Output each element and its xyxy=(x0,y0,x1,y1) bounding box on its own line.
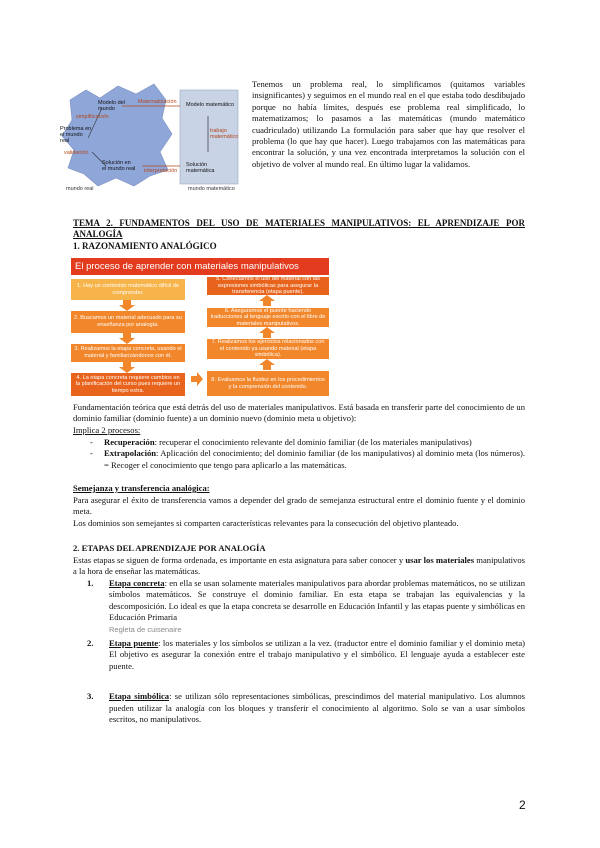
semejanza-title: Semejanza y transferencia analógica: xyxy=(73,483,210,493)
etapas-intro xyxy=(73,555,525,578)
process-term: Recuperación xyxy=(104,437,155,447)
label-math-world: mundo matemático xyxy=(188,186,235,192)
process-desc: : recuperar el conocimiento relevante del dominio familiar (de los materiales manipulativos) xyxy=(154,437,472,447)
node-real-problem: Problema en el mundo real xyxy=(60,126,92,145)
etapa-note: Regleta de cuisenaire xyxy=(109,624,182,634)
page-number: 2 xyxy=(519,798,526,812)
fundamentacion-paragraph: Fundamentación teórica que está detrás del uso de materiales manipulativos. Está basada en transferir parte del conocimiento de un dominio familiar (dominio fuente) a un dominio nuevo (dominio meta u objetivo): xyxy=(73,402,525,424)
label-simplify: simplificación xyxy=(76,114,109,120)
process-step-6: 6. Aseguramos el puente haciendo traducciones al lenguaje escrito con el libre de materiales manipulativos. xyxy=(207,308,329,327)
etapa-item xyxy=(73,638,525,672)
label-math-work: trabajo matemático xyxy=(210,128,239,141)
etapa-item xyxy=(73,578,525,635)
label-mathematize: Matematización xyxy=(138,99,177,105)
etapas-intro-bold: usar los materiales xyxy=(405,555,475,565)
label-real-world: mundo real xyxy=(66,186,94,192)
process-step-5: 5. Conectamos el uso del material con las expresiones simbólicas para asegurar la transferencia (etapa puente). xyxy=(207,277,329,295)
label-validate: validación xyxy=(64,150,89,156)
section2-title: 2. ETAPAS DEL APRENDIZAJE POR ANALOGÍA xyxy=(73,543,266,553)
semejanza-paragraph-1: Para asegurar el éxito de transferencia vamos a depender del grado de semejanza estructural entre el dominio fuente y el dominio meta. xyxy=(73,495,525,517)
process-step-7: 7. Realizamos los ejercicios relacionados con el contenido ya usando material (etapa simbólica). xyxy=(207,339,329,359)
etapa-desc: : se utilizan sólo representaciones simbólicas, prescindimos del material manipulativo. Los alumnos pueden utilizar la analogía con los bloques y transferir el conocimiento al algoritmo. Solo se van a usar símbolos escritos, no manipulativos. xyxy=(109,691,526,725)
process-list-item xyxy=(86,448,525,471)
etapa-term: Etapa puente xyxy=(109,638,159,649)
modeling-cycle-diagram xyxy=(58,78,248,193)
process-step-1: 1. Hay un contenido matemático difícil de comprender. xyxy=(71,279,185,300)
process-desc: : Aplicación del conocimiento; del dominio familiar (de los manipulativos) al dominio meta (los números). = Recoger el conocimiento que tengo para aplicarlo a las matemáticas. xyxy=(104,448,525,470)
section1-title: 1. RAZONAMIENTO ANALÓGICO xyxy=(73,241,217,251)
process-term: Extrapolación xyxy=(104,448,157,459)
etapa-number: 1. xyxy=(87,578,94,588)
etapas-list xyxy=(73,578,525,725)
semejanza-paragraph-2: Los dominios son semejantes si comparten características relevantes para la consecución del objetivo planteado. xyxy=(73,518,459,528)
etapa-desc: : en ella se usan solamente materiales manipulativos para abordar problemas matemáticos, no se utilizan símbolos matemáticos. Se construye el dominio familiar. En esta etapa se trabajan las equivalencias y la descomposición. Lo ideal es que la etapa concreta se desarrolle en Educación Infantil y las etapas puente y simbólicas en Educación Primaria xyxy=(109,578,525,623)
etapa-desc: : los materiales y los símbolos se utilizan a la vez. (traductor entre el dominio familiar y el dominio meta) El objetivo es asegurar la conexión entre el trabajo manipulativo y el simbólico. El lenguaje ayuda a establecer este puente. xyxy=(109,638,525,671)
node-math-model: Modelo matemático xyxy=(186,102,234,108)
process-title: El proceso de aprender con materiales manipulativos xyxy=(75,261,299,272)
etapas-intro-part2: manipulativos a la hora de enseñar las matemáticas. xyxy=(73,555,525,577)
process-diagram xyxy=(71,258,329,398)
etapa-term: Etapa simbólica xyxy=(109,691,170,702)
node-real-model: Modelo del mundo xyxy=(98,100,125,113)
label-interpret: interpretación xyxy=(144,168,178,174)
etapa-item xyxy=(73,691,525,725)
etapas-intro-part1: Estas etapas se siguen de forma ordenada, es importante en esta asignatura para saber conocer y xyxy=(73,555,404,565)
implica-label: Implica 2 procesos: xyxy=(73,425,141,435)
etapa-number: 2. xyxy=(87,638,94,649)
process-step-4: 4. La etapa concreta requiere cambios en la planificación del curso pues requiere un tiempo extra. xyxy=(71,373,185,396)
process-step-3: 3. Realizamos la etapa concreta, usando el material y familiarizándonos con él. xyxy=(71,344,185,362)
node-real-solution: Solución en el mundo real xyxy=(102,160,136,173)
process-step-2: 2. Buscamos un material adecuado para su enseñanza por analogía. xyxy=(71,311,185,333)
etapa-term: Etapa concreta xyxy=(109,578,165,588)
etapa-number: 3. xyxy=(87,691,94,702)
node-math-solution: Solución matemática xyxy=(186,162,215,175)
tema-title: TEMA 2. FUNDAMENTOS DEL USO DE MATERIALES MANIPULATIVOS: EL APRENDIZAJE POR ANALOGÍA xyxy=(73,218,525,239)
intro-paragraph: Tenemos un problema real, lo simplificamos (quitamos variables insignificantes) y seguimos en el mundo real en el que estaba todo desdibujado porque no había límites, después ese problema real simplificado, lo matematizamos; lo pasamos a las matemáticas (mundo matemático cuadriculado) utilizando La formulación para saber que hay que resolver el problema (lo que hay que hacer). Luego trabajamos con las matemáticas para encontrar la solución, y una vez encontrada interpretamos la solución con el objetivo de volver al mundo real. En último lugar la validamos. xyxy=(252,79,525,169)
process-list-item xyxy=(86,437,525,448)
process-list xyxy=(86,437,525,471)
process-step-8: 8. Evaluamos la fluidez en los procedimientos y la comprensión del contenido. xyxy=(207,371,329,396)
